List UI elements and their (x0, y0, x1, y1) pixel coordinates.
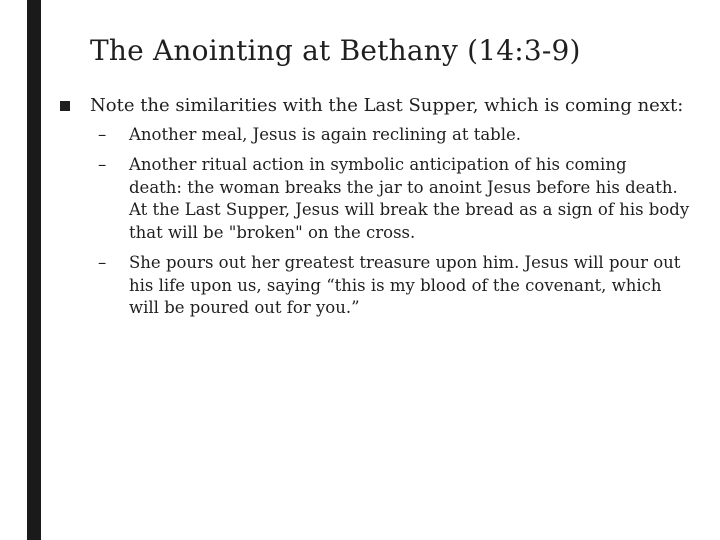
main-bullet-text: Note the similarities with the Last Supper, which is coming next: (90, 95, 684, 116)
sub-bullet-line: will be poured out for you.” (129, 298, 360, 317)
square-bullet-icon (60, 101, 70, 111)
sub-bullet-line: Another meal, Jesus is again reclining at table. (129, 125, 522, 144)
sub-bullet-line: his life upon us, saying “this is my blood of the covenant, which (129, 275, 662, 295)
slide-title: The Anointing at Bethany (14:3-9) (90, 34, 581, 67)
sub-bullet-line: that will be "broken" on the cross. (129, 222, 416, 242)
dash-bullet-icon: – (98, 125, 107, 144)
dash-bullet-icon: – (98, 155, 107, 174)
sub-bullet-line: She pours out her greatest treasure upon him. Jesus will pour out (129, 253, 681, 272)
sub-bullet-line: At the Last Supper, Jesus will break the bread as a sign of his body (129, 200, 690, 219)
sub-bullet-1-text (129, 124, 697, 147)
sub-bullet-3-text (129, 252, 697, 320)
left-accent-bar (27, 0, 41, 540)
dash-bullet-icon: – (98, 253, 107, 272)
sub-bullet-2-text (129, 154, 697, 244)
sub-bullet-line: death: the woman breaks the jar to anoint Jesus before his death. (129, 177, 678, 197)
sub-bullet-line: Another ritual action in symbolic anticipation of his coming (129, 155, 627, 174)
